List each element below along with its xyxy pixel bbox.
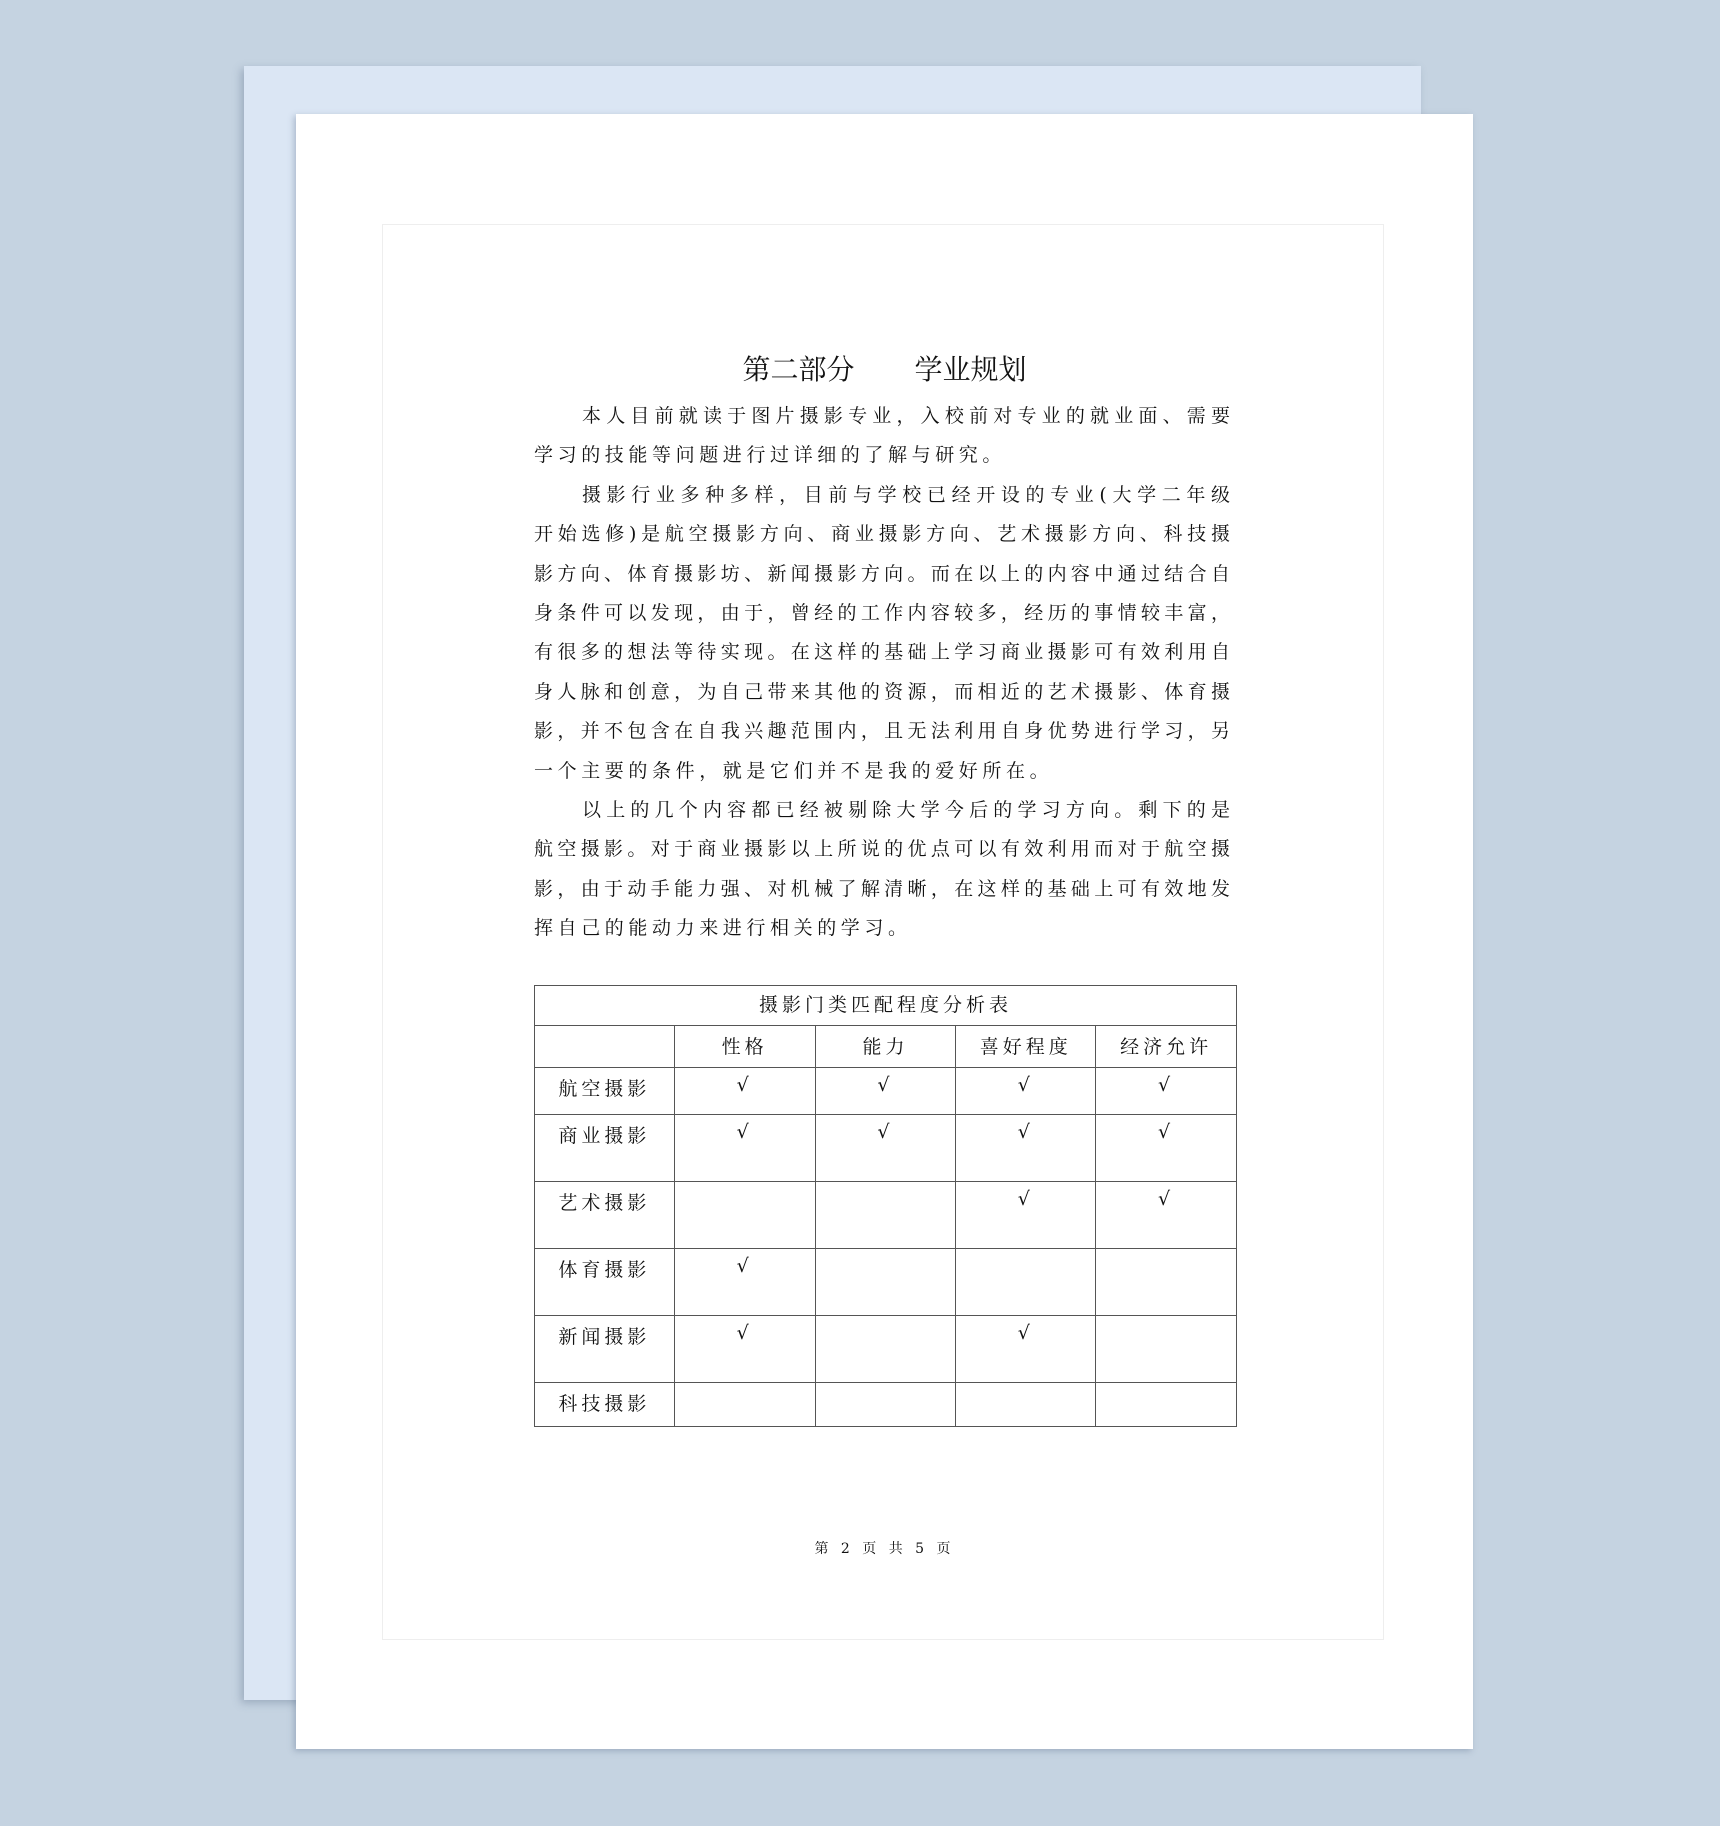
row-label: 科技摄影 (535, 1383, 675, 1427)
table-row (535, 1316, 1237, 1383)
page-footer: 第 2 页 共 5 页 (814, 1541, 955, 1557)
paragraph-line: 摄影行业多种多样，目前与学校已经开设的专业(大学二年级 (582, 483, 1230, 506)
empty-cell (1096, 1249, 1237, 1316)
table-header-row (535, 1026, 1237, 1068)
title-part: 第二部分 (742, 353, 855, 386)
empty-cell (956, 1249, 1096, 1316)
column-header: 性格 (674, 1026, 815, 1068)
row-label: 艺术摄影 (535, 1182, 675, 1249)
table-row (535, 1249, 1237, 1316)
empty-cell (815, 1383, 956, 1427)
empty-cell (815, 1249, 956, 1316)
check-mark-cell: √ (674, 1249, 815, 1316)
table-row (535, 1068, 1237, 1115)
title-heading: 学业规划 (914, 353, 1027, 386)
column-header: 经济允许 (1096, 1026, 1237, 1068)
check-mark-cell: √ (956, 1182, 1096, 1249)
paragraph-line: 挥自己的能动力来进行相关的学习。 (534, 917, 912, 940)
paragraph-line: 航空摄影。对于商业摄影以上所说的优点可以有效利用而对于航空摄 (534, 838, 1230, 861)
empty-cell (956, 1383, 1096, 1427)
table-caption: 摄影门类匹配程度分析表 (535, 986, 1237, 1026)
check-mark-cell: √ (815, 1115, 956, 1182)
empty-cell (1096, 1316, 1237, 1383)
column-header (535, 1026, 675, 1068)
paragraph-line: 影，并不包含在自我兴趣范围内，且无法利用自身优势进行学习，另 (534, 720, 1230, 743)
check-mark-cell: √ (674, 1316, 815, 1383)
check-mark-cell: √ (956, 1115, 1096, 1182)
empty-cell (674, 1182, 815, 1249)
empty-cell (815, 1182, 956, 1249)
page-title (296, 350, 1473, 390)
column-header: 能力 (815, 1026, 956, 1068)
empty-cell (674, 1383, 815, 1427)
check-mark-cell: √ (1096, 1068, 1237, 1115)
paragraph-line: 以上的几个内容都已经被剔除大学今后的学习方向。剩下的是 (582, 798, 1230, 821)
table-row (535, 1182, 1237, 1249)
check-mark-cell: √ (956, 1068, 1096, 1115)
table-row (535, 1383, 1237, 1427)
check-mark-cell: √ (1096, 1182, 1237, 1249)
check-mark-cell: √ (674, 1068, 815, 1115)
row-label: 商业摄影 (535, 1115, 675, 1182)
paragraph-line: 身条件可以发现，由于，曾经的工作内容较多，经历的事情较丰富， (534, 601, 1230, 624)
check-mark-cell: √ (815, 1068, 956, 1115)
row-label: 新闻摄影 (535, 1316, 675, 1383)
analysis-table (534, 985, 1237, 1427)
empty-cell (1096, 1383, 1237, 1427)
check-mark-cell: √ (1096, 1115, 1237, 1182)
paragraph-line: 影，由于动手能力强、对机械了解清晰，在这样的基础上可有效地发 (534, 877, 1230, 900)
paragraph-line: 本人目前就读于图片摄影专业，入校前对专业的就业面、需要 (582, 405, 1230, 427)
body-text (534, 397, 1230, 948)
paragraph-line: 学习的技能等问题进行过详细的了解与研究。 (534, 444, 1007, 467)
paragraph-line: 有很多的想法等待实现。在这样的基础上学习商业摄影可有效利用自 (534, 641, 1230, 664)
check-mark-cell: √ (674, 1115, 815, 1182)
paragraph-line: 开始选修)是航空摄影方向、商业摄影方向、艺术摄影方向、科技摄 (534, 523, 1230, 546)
check-mark-cell: √ (956, 1316, 1096, 1383)
document-page (296, 114, 1473, 1749)
paragraph-line: 身人脉和创意，为自己带来其他的资源，而相近的艺术摄影、体育摄 (534, 680, 1230, 703)
row-label: 体育摄影 (535, 1249, 675, 1316)
row-label: 航空摄影 (535, 1068, 675, 1115)
empty-cell (815, 1316, 956, 1383)
paragraph-line: 影方向、体育摄影坊、新闻摄影方向。而在以上的内容中通过结合自 (534, 562, 1230, 585)
column-header: 喜好程度 (956, 1026, 1096, 1068)
table-row (535, 1115, 1237, 1182)
paragraph-line: 一个主要的条件，就是它们并不是我的爱好所在。 (534, 759, 1054, 782)
